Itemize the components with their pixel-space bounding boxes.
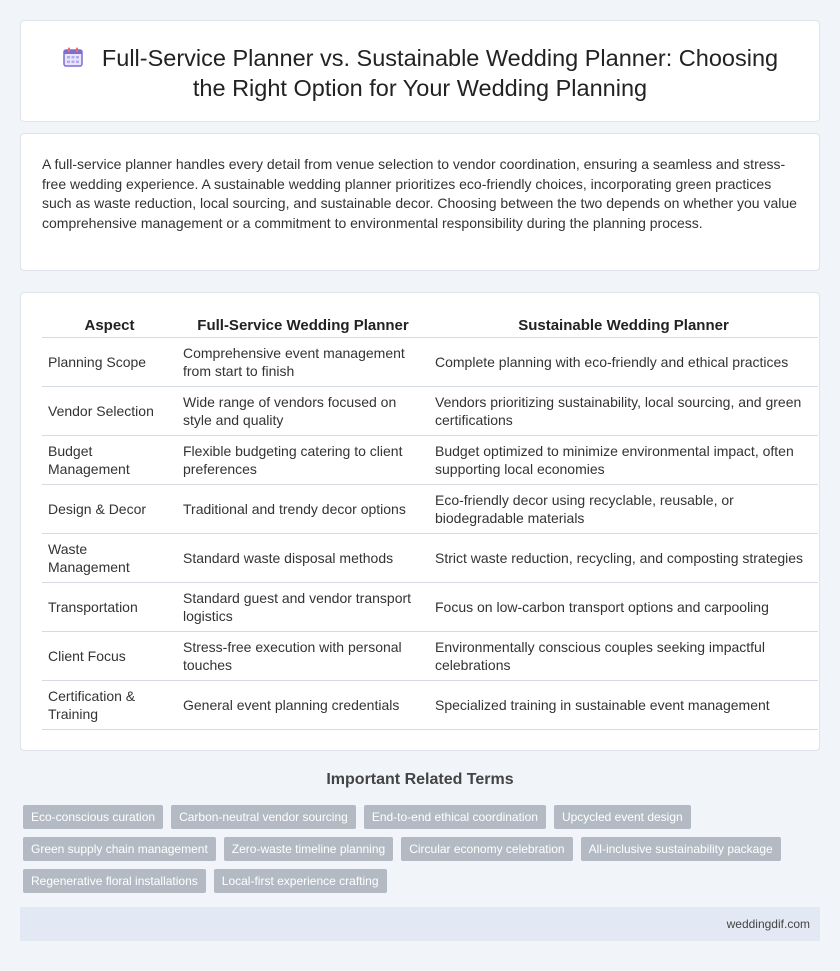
calendar-icon bbox=[62, 45, 84, 67]
header-aspect: Aspect bbox=[42, 315, 177, 337]
header-sustainable: Sustainable Wedding Planner bbox=[429, 315, 818, 337]
row-sustainable: Budget optimized to minimize environmental impact, often supporting local economies bbox=[429, 435, 818, 484]
row-aspect: Vendor Selection bbox=[42, 386, 177, 435]
comparison-card bbox=[20, 292, 820, 751]
row-sustainable: Specialized training in sustainable event management bbox=[429, 680, 818, 729]
table-row bbox=[42, 582, 818, 631]
footer bbox=[20, 907, 820, 941]
row-aspect: Budget Management bbox=[42, 435, 177, 484]
row-aspect: Planning Scope bbox=[42, 337, 177, 386]
comparison-table bbox=[42, 315, 818, 730]
related-term-tag[interactable]: Carbon-neutral vendor sourcing bbox=[171, 805, 356, 829]
row-sustainable: Strict waste reduction, recycling, and composting strategies bbox=[429, 533, 818, 582]
related-term-tag[interactable]: Eco-conscious curation bbox=[23, 805, 163, 829]
row-full-service: Comprehensive event management from start to finish bbox=[177, 337, 429, 386]
tag-row bbox=[23, 837, 813, 861]
intro-card bbox=[20, 133, 820, 271]
row-full-service: Standard waste disposal methods bbox=[177, 533, 429, 582]
row-full-service: Flexible budgeting catering to client preferences bbox=[177, 435, 429, 484]
related-term-tag[interactable]: Green supply chain management bbox=[23, 837, 216, 861]
page-header bbox=[21, 43, 819, 103]
table-row bbox=[42, 631, 818, 680]
row-full-service: Stress-free execution with personal touches bbox=[177, 631, 429, 680]
related-term-tag[interactable]: Circular economy celebration bbox=[401, 837, 572, 861]
row-full-service: Wide range of vendors focused on style and quality bbox=[177, 386, 429, 435]
row-full-service: Standard guest and vendor transport logistics bbox=[177, 582, 429, 631]
related-term-tag[interactable]: Local-first experience crafting bbox=[214, 869, 387, 893]
table-row bbox=[42, 680, 818, 729]
title-card bbox=[20, 20, 820, 122]
related-term-tag[interactable]: All-inclusive sustainability package bbox=[581, 837, 781, 861]
tag-row bbox=[23, 805, 813, 829]
row-aspect: Design & Decor bbox=[42, 484, 177, 533]
table-row bbox=[42, 435, 818, 484]
row-aspect: Certification & Training bbox=[42, 680, 177, 729]
row-sustainable: Eco-friendly decor using recyclable, reusable, or biodegradable materials bbox=[429, 484, 818, 533]
page-title-text: Full-Service Planner vs. Sustainable Wedding Planner: Choosing the Right Option for Your Wedding Planning bbox=[101, 45, 779, 101]
row-sustainable: Vendors prioritizing sustainability, local sourcing, and green certifications bbox=[429, 386, 818, 435]
row-full-service: General event planning credentials bbox=[177, 680, 429, 729]
row-full-service: Traditional and trendy decor options bbox=[177, 484, 429, 533]
header-full-service: Full-Service Wedding Planner bbox=[177, 315, 429, 337]
related-term-tag[interactable]: Regenerative floral installations bbox=[23, 869, 206, 893]
table-row bbox=[42, 484, 818, 533]
table-header-row bbox=[42, 315, 818, 337]
row-aspect: Transportation bbox=[42, 582, 177, 631]
row-sustainable: Environmentally conscious couples seeking impactful celebrations bbox=[429, 631, 818, 680]
row-aspect: Client Focus bbox=[42, 631, 177, 680]
footer-site-name: weddingdif.com bbox=[726, 917, 810, 931]
related-term-tag[interactable]: Upcycled event design bbox=[554, 805, 691, 829]
related-terms-heading: Important Related Terms bbox=[326, 771, 514, 788]
row-sustainable: Complete planning with eco-friendly and ethical practices bbox=[429, 337, 818, 386]
table-row bbox=[42, 533, 818, 582]
related-terms-list bbox=[23, 805, 813, 901]
related-term-tag[interactable]: Zero-waste timeline planning bbox=[224, 837, 393, 861]
intro-paragraph: A full-service planner handles every detail from venue selection to vendor coordination, ensuring a seamless and stress-free wedding experience. A sustainable wedding planner prioritizes eco-friendly choices, incorporating green practices such as waste reduction, local sourcing, and sustainable decor. Choosing between the two depends on whether you value comprehensive management or a commitment to environmental responsibility during the planning process. bbox=[42, 156, 797, 231]
table-row bbox=[42, 337, 818, 386]
table-row bbox=[42, 386, 818, 435]
row-aspect: Waste Management bbox=[42, 533, 177, 582]
row-sustainable: Focus on low-carbon transport options and carpooling bbox=[429, 582, 818, 631]
tag-row bbox=[23, 869, 813, 893]
page-title bbox=[51, 43, 789, 103]
related-term-tag[interactable]: End-to-end ethical coordination bbox=[364, 805, 546, 829]
